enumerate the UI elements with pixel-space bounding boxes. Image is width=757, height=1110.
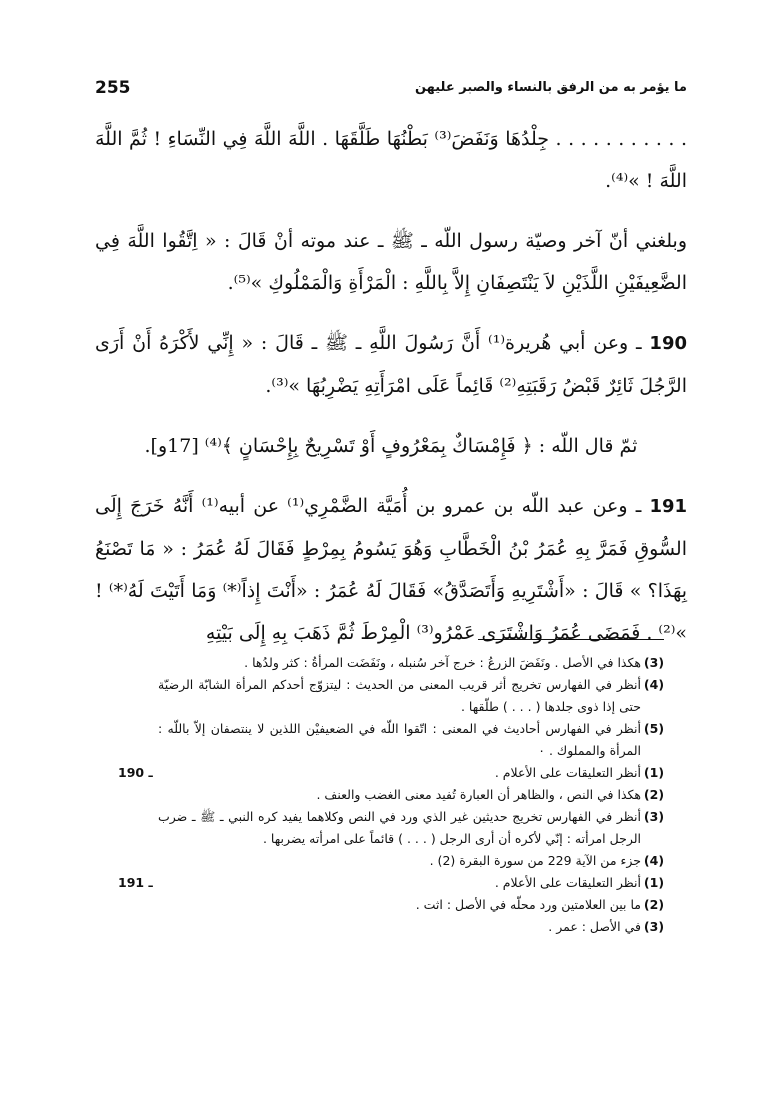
- footnote: [118, 806, 667, 850]
- footnote-text: أنظر التعليقات على الأعلام .: [494, 765, 641, 780]
- hadith-number: 191: [649, 496, 688, 517]
- footnote-number: (3): [643, 919, 665, 934]
- footnote: [118, 916, 667, 938]
- footnote: [118, 652, 667, 674]
- footnote-text: أنظر في الفهارس أحاديث في المعنى : اتّقوا اللّه في الضعيفيْن اللذين لا ينتصفان إلاّ باللّه : المرأة والمملوك . ٠: [158, 721, 641, 758]
- footnote: [118, 784, 667, 806]
- footnote-number: (5): [643, 721, 665, 736]
- footnote-number: (3): [643, 809, 665, 824]
- footnote-text: هكذا في النص ، والظاهر أن العبارة تُفيد معنى الغضب والعنف .: [316, 787, 641, 802]
- page-header: [95, 78, 687, 102]
- main-text: [95, 118, 687, 654]
- footnote: [118, 718, 667, 762]
- footnote-number: (3): [643, 655, 665, 670]
- footnote-text: أنظر التعليقات على الأعلام .: [494, 875, 641, 890]
- hadith-text: ـ وعن عبد اللّه بن عمرو بن أُمَيَّة الضَّمْرِي⁽¹⁾ عن أبيه⁽¹⁾ أَنَّهُ خَرَجَ إِلَى السُّوقِ فَمَرَّ بِهِ عُمَرُ بْنُ الْخَطَّابِ وَهُوَ يَسُومُ بِمِرْطٍ فَقَالَ لَهُ عُمَرُ : « مَا تَصْنَعُ بِهَذَا؟ » قَالَ : «أَشْتَرِيهِ وَأَتَصَدَّقُ» فَقَالَ لَهُ عُمَرُ : «أَنْتَ إِذاً⁽*⁾ وَمَا أَتَيْتَ لَهُ⁽*⁾ ! »⁽²⁾ . فَمَضَى عُمَرُ وَاشْتَرَى عَمْرُو⁽³⁾ الْمِرْطَ ثُمَّ ذَهَبَ بِهِ إِلَى بَيْتِهِ: [95, 495, 687, 644]
- footnote: [118, 894, 667, 916]
- footnote-number: (1): [643, 765, 665, 780]
- footnote-text: في الأصل : عمر .: [548, 919, 641, 934]
- footnote-text: أنظر في الفهارس تخريج حديثين غير الذي ورد في النص وكلاهما يفيد كره النبي ـ ﷺ ـ ضرب الرجل امرأته : إنّي لأكره أن أرى الرجل ( . . . ) قائماً على امرأته يضربها .: [158, 809, 641, 846]
- footnote-number: (4): [643, 853, 665, 868]
- quran-quote: ثمّ قال اللّه : ﴿ فَإِمْسَاكٌ بِمَعْرُوفٍ أَوْ تَسْرِيحٌ بِإِحْسَانٍ ﴾⁽⁴⁾ [17و].: [144, 435, 638, 457]
- footnotes: [118, 652, 667, 938]
- hadith-number: 190: [649, 333, 687, 354]
- footnote: [118, 872, 667, 894]
- footnote-text: ما بين العلامتين ورد محلّه في الأصل : اثت .: [415, 897, 641, 912]
- hadith-text: ـ وعن أبي هُريرة⁽¹⁾ أَنَّ رَسُولَ اللَّهِ ـ ﷺ ـ قَالَ : « إِنِّي لأَكْرَهُ أَنْ أَرَى الرَّجُلَ ثَائِرٌ قَبْضُ رَقَبَتِهِ⁽²⁾ قَائِماً عَلَى امْرَأَتِهِ يَضْرِبُهَا »⁽³⁾.: [95, 332, 687, 397]
- footnote-text: أنظر في الفهارس تخريج أثر قريب المعنى من الحديث : ليتزوّج أحدكم المرأة الشابّة الرضيّة حتى إذا ذوى جلدها ( . . . ) طلّقها .: [158, 677, 641, 714]
- page-number: 255: [95, 78, 131, 98]
- footnote-number: (1): [643, 875, 665, 890]
- footnote-group-label: 191 ـ: [118, 875, 153, 890]
- running-title: ما يؤمر به من الرفق بالنساء والصبر عليهن: [414, 80, 687, 95]
- footnote: [118, 762, 667, 784]
- paragraph-last-advice: وبلغني أنّ آخر وصيّة رسول اللّه ـ ﷺ ـ عند موته أنْ قَالَ : « اِتَّقُوا اللَّهَ فِي الضَّعِيفَيْنِ اللَّذَيْنِ لاَ يَنْتَصِفَانِ إِلاَّ بِاللَّهِ : الْمَرْأَةِ وَالْمَمْلُوكِ »⁽⁵⁾.: [95, 230, 687, 294]
- footnote-number: (4): [643, 677, 665, 692]
- paragraph-continuation: . . . . . . . . . . . جِلْدُهَا وَنَفَضَ⁽³⁾ بَطْنُهَا طَلَّقَهَا . اللَّهَ اللَّهَ فِي النِّسَاءِ ! ثُمَّ اللَّهَ اللَّهَ ! »⁽⁴⁾.: [95, 128, 687, 192]
- footnote-number: (2): [643, 787, 665, 802]
- footnote: [118, 850, 667, 872]
- footnote-number: (2): [643, 897, 665, 912]
- footnote: [118, 674, 667, 718]
- footnote-group-label: 190 ـ: [118, 765, 153, 780]
- hadith-190: [95, 322, 687, 407]
- footnote-text: هكذا في الأصل . ونَفَضَ الزرعُ : خرج آخر سُنبله ، ونَفَضَت المرأةُ : كثر ولدُها .: [244, 655, 641, 670]
- footnote-text: جزء من الآية 229 من سورة البقرة (2) .: [429, 853, 641, 868]
- hadith-191: [95, 485, 687, 654]
- footnote-divider: [478, 639, 664, 640]
